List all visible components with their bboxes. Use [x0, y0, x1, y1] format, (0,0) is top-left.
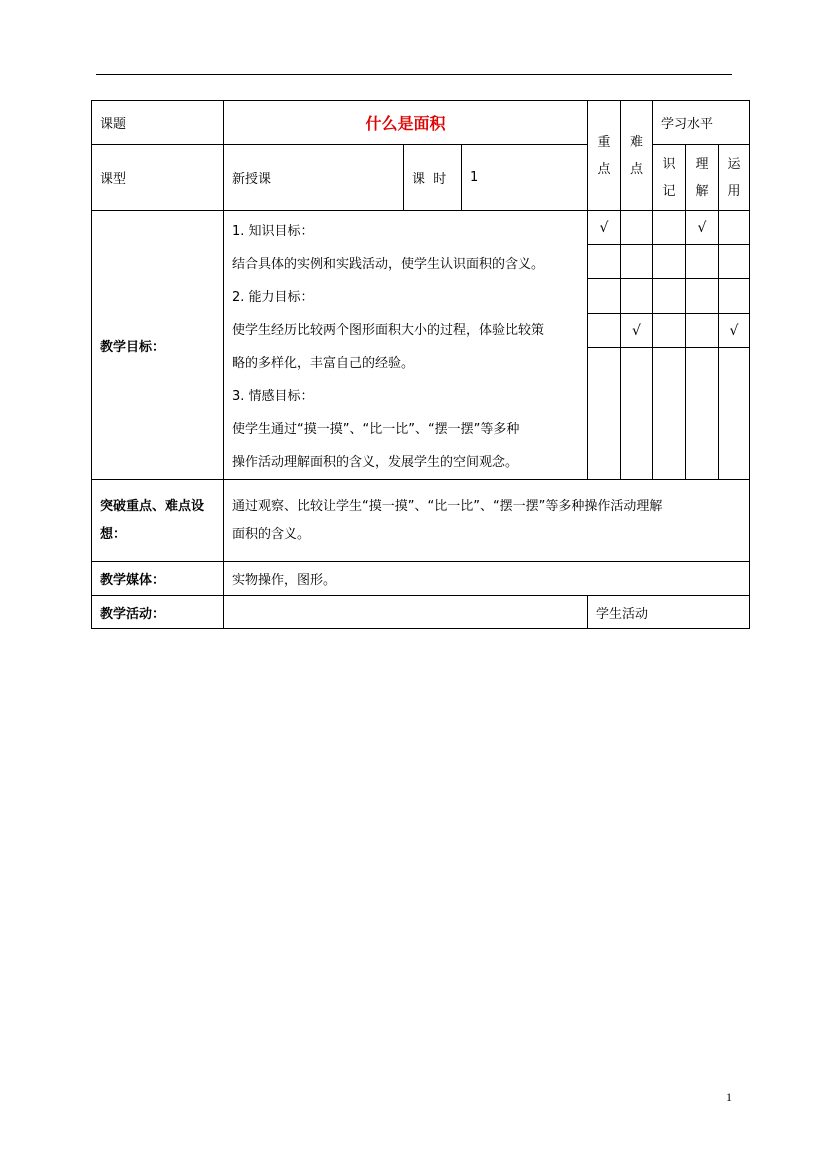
empty-cell [621, 348, 653, 480]
strategy-content: 通过观察、比较让学生“摸一摸”、“比一比”、“摆一摆”等多种操作活动理解 面积的含义。 [224, 480, 750, 562]
lesson-type-value: 新授课 [224, 145, 404, 211]
empty-cell [653, 245, 686, 279]
objective-line: 结合具体的实例和实践活动，使学生认识面积的含义。 [232, 257, 545, 272]
empty-cell [588, 314, 621, 348]
learning-level-header: 学习水平 [653, 101, 750, 145]
class-hours-label: 课 时 [404, 145, 462, 211]
check-mark: √ [686, 211, 719, 245]
objective-line: 使学生经历比较两个图形面积大小的过程，体验比较策 [232, 323, 545, 338]
key-point-header: 重 点 [588, 101, 621, 211]
page-number: 1 [726, 1090, 732, 1104]
empty-cell [653, 348, 686, 480]
empty-cell [621, 279, 653, 314]
class-hours-value: 1 [462, 145, 588, 211]
empty-cell [653, 279, 686, 314]
objective-line: 操作活动理解面积的含义，发展学生的空间观念。 [232, 455, 519, 470]
empty-cell [653, 314, 686, 348]
strategy-label: 突破重点、难点设 想： [92, 480, 224, 562]
objective-line: 3. 情感目标： [232, 389, 314, 404]
check-mark: √ [588, 211, 621, 245]
empty-cell [686, 314, 719, 348]
header-rule [96, 74, 732, 75]
topic-title: 什么是面积 [224, 101, 588, 145]
empty-cell [588, 245, 621, 279]
lesson-type-label: 课型 [92, 145, 224, 211]
objective-line: 2. 能力目标： [232, 290, 314, 305]
empty-cell [588, 348, 621, 480]
difficulty-header: 难 点 [621, 101, 653, 211]
check-mark: √ [621, 314, 653, 348]
empty-cell [621, 211, 653, 245]
teaching-activity-content [224, 596, 588, 629]
check-mark: √ [719, 314, 750, 348]
empty-cell [719, 245, 750, 279]
empty-cell [621, 245, 653, 279]
level-understand-header: 理 解 [686, 145, 719, 211]
empty-cell [588, 279, 621, 314]
objective-line: 使学生通过“摸一摸”、“比一比”、“摆一摆”等多种 [232, 422, 520, 437]
lesson-plan-table [91, 100, 750, 629]
level-memory-header: 识 记 [653, 145, 686, 211]
empty-cell [719, 348, 750, 480]
empty-cell [686, 348, 719, 480]
student-activity-label: 学生活动 [588, 596, 750, 629]
objective-line: 1. 知识目标： [232, 224, 314, 239]
teaching-activity-label: 教学活动： [92, 596, 224, 629]
teaching-objectives-label: 教学目标： [92, 211, 224, 480]
level-apply-header: 运 用 [719, 145, 750, 211]
empty-cell [686, 245, 719, 279]
empty-cell [719, 211, 750, 245]
empty-cell [653, 211, 686, 245]
teaching-media-label: 教学媒体： [92, 562, 224, 596]
objective-line: 略的多样化，丰富自己的经验。 [232, 356, 415, 371]
teaching-media-value: 实物操作，图形。 [224, 562, 750, 596]
empty-cell [719, 279, 750, 314]
topic-label: 课题 [92, 101, 224, 145]
empty-cell [686, 279, 719, 314]
teaching-objectives-content [224, 211, 588, 480]
